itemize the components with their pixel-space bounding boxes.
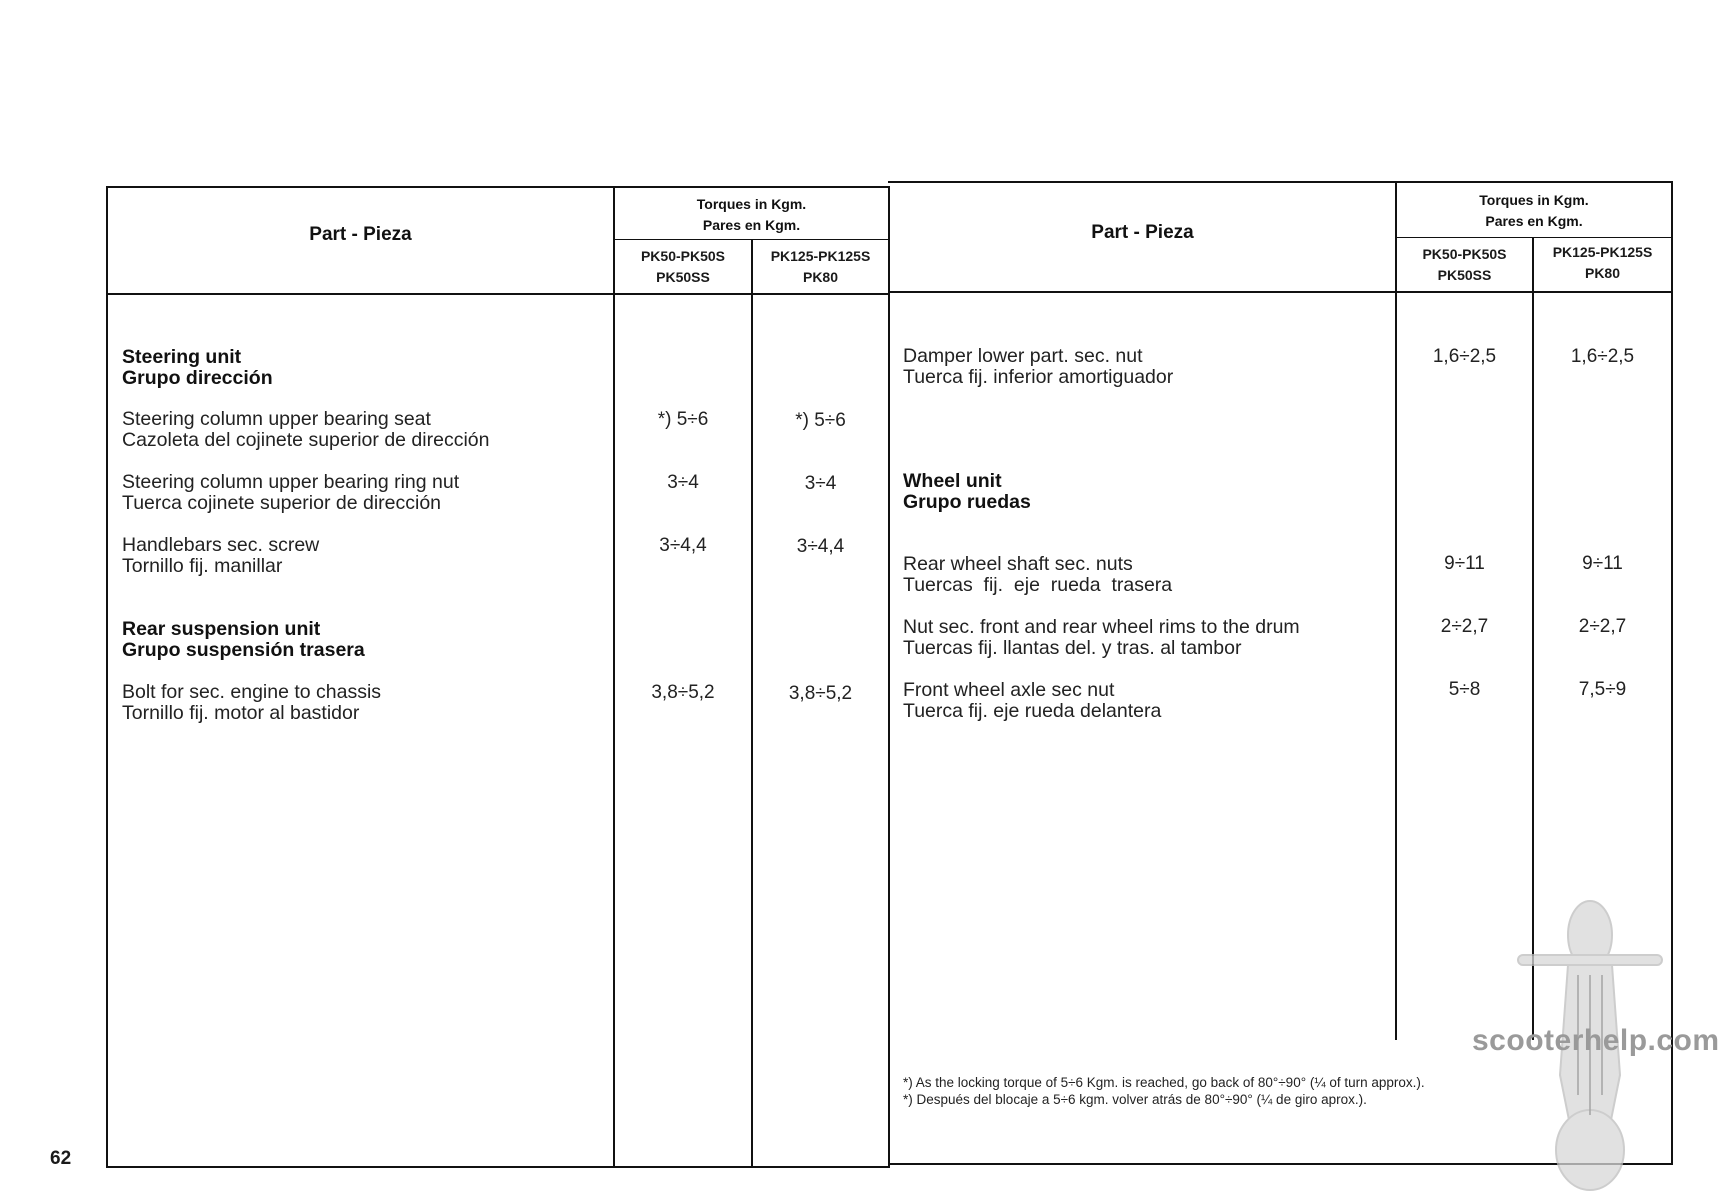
row-label-es: Tuerca fij. inferior amortiguador (903, 366, 1174, 388)
left-part-header: Part - Pieza (309, 224, 412, 245)
row-label-es: Grupo suspensión trasera (122, 639, 365, 661)
right-row-3-value-b: 2÷2,7 (1578, 616, 1627, 637)
row-label-en: Wheel unit (903, 470, 1002, 492)
left-torques-header-es: Pares en Kgm. (702, 217, 801, 233)
left-row-5 (122, 682, 381, 724)
row-label-es: Grupo ruedas (903, 491, 1031, 513)
footnote-en: *) As the locking torque of 5÷6 Kgm. is reached, go back of 80°÷90° (¼ of turn approx.). (903, 1075, 1425, 1090)
right-table-header-divider (888, 291, 1673, 293)
right-table-part-divider (1395, 181, 1397, 1040)
row-label-es: Tuercas fij. llantas del. y tras. al tambor (903, 637, 1242, 659)
right-row-2 (903, 554, 1172, 596)
left-model-a-header (615, 246, 751, 288)
left-row-5-value-a: 3,8÷5,2 (651, 682, 715, 703)
right-row-0 (903, 346, 1173, 388)
row-label-es: Tornillo fij. manillar (122, 555, 283, 577)
right-torques-header-en: Torques in Kgm. (1479, 192, 1589, 208)
left-row-2 (122, 472, 459, 514)
right-model-a-line2: PK50SS (1437, 267, 1492, 283)
left-row-1 (122, 409, 489, 451)
left-row-section-steering (122, 347, 273, 389)
row-label-en: Nut sec. front and rear wheel rims to the drum (903, 616, 1300, 638)
row-label-es: Cazoleta del cojinete superior de dirección (122, 429, 490, 451)
left-torques-header (615, 194, 888, 236)
right-row-section-wheel (903, 471, 1031, 513)
left-row-section-rear-suspension (122, 619, 365, 661)
right-torques-header-es: Pares en Kgm. (1485, 213, 1583, 229)
right-table-right-border (1671, 181, 1673, 1165)
left-table-part-divider (613, 186, 615, 1168)
right-table-torque-divider (1395, 237, 1673, 238)
row-label-es: Tuerca cojinete superior de dirección (122, 492, 442, 514)
left-row-5-value-b: 3,8÷5,2 (788, 683, 853, 704)
left-model-b-header (753, 246, 888, 288)
right-model-b-line2: PK80 (1584, 265, 1621, 281)
right-torques-header (1397, 190, 1671, 232)
row-label-en: Damper lower part. sec. nut (903, 345, 1143, 367)
left-table-right-border (888, 186, 890, 1168)
left-row-3-value-a: 3÷4,4 (659, 535, 707, 556)
left-row-3-value-b: 3÷4,4 (796, 536, 845, 557)
row-label-es: Tornillo fij. motor al bastidor (122, 702, 360, 724)
left-row-3 (122, 535, 319, 577)
left-row-1-value-a: *) 5÷6 (657, 409, 709, 430)
left-model-b-line2: PK80 (802, 269, 839, 285)
left-table-torque-divider (613, 239, 890, 240)
left-model-b-line1: PK125-PK125S (770, 248, 871, 264)
right-model-a-header (1397, 244, 1532, 286)
row-label-en: Rear wheel shaft sec. nuts (903, 553, 1133, 575)
left-model-a-line1: PK50-PK50S (640, 248, 726, 264)
left-torques-header-en: Torques in Kgm. (696, 196, 807, 212)
right-row-0-value-b: 1,6÷2,5 (1570, 346, 1635, 367)
row-label-en: Steering column upper bearing seat (122, 408, 431, 430)
left-table-bottom-border (106, 1166, 890, 1168)
left-table-left-border (106, 186, 108, 1168)
left-table-header-divider (106, 293, 890, 295)
right-row-2-value-b: 9÷11 (1582, 553, 1623, 574)
row-label-es: Tuerca fij. eje rueda delantera (903, 700, 1162, 722)
left-model-a-line2: PK50SS (656, 269, 710, 285)
left-row-2-value-b: 3÷4 (804, 473, 837, 494)
right-row-4 (903, 680, 1161, 722)
right-model-b-header (1534, 242, 1671, 284)
row-label-en: Bolt for sec. engine to chassis (122, 681, 382, 703)
row-label-es: Tuercas fij. eje rueda trasera (903, 574, 1173, 596)
right-table-top-border (888, 181, 1673, 183)
right-row-0-value-a: 1,6÷2,5 (1432, 346, 1497, 367)
left-row-1-value-b: *) 5÷6 (795, 410, 846, 431)
page-number: 62 (50, 1148, 72, 1169)
row-label-en: Front wheel axle sec nut (903, 679, 1115, 701)
right-model-a-line1: PK50-PK50S (1422, 246, 1507, 262)
right-part-header: Part - Pieza (1091, 222, 1194, 243)
left-row-2-value-a: 3÷4 (667, 472, 699, 493)
left-table-top-border (106, 186, 890, 188)
footnote-es: *) Después del blocaje a 5÷6 kgm. volver atrás de 80°÷90° (¼ de giro aprox.). (903, 1092, 1367, 1107)
row-label-en: Steering unit (122, 346, 242, 368)
watermark-text: scooterhelp.com (1472, 1024, 1720, 1057)
right-row-2-value-a: 9÷11 (1444, 553, 1485, 574)
row-label-es: Grupo dirección (122, 367, 273, 389)
right-row-4-value-b: 7,5÷9 (1578, 679, 1627, 700)
row-label-en: Rear suspension unit (122, 618, 321, 640)
right-row-4-value-a: 5÷8 (1448, 679, 1481, 700)
right-row-3 (903, 617, 1300, 659)
right-model-b-line1: PK125-PK125S (1552, 244, 1653, 260)
row-label-en: Steering column upper bearing ring nut (122, 471, 460, 493)
row-label-en: Handlebars sec. screw (122, 534, 320, 556)
right-row-3-value-a: 2÷2,7 (1440, 616, 1489, 637)
